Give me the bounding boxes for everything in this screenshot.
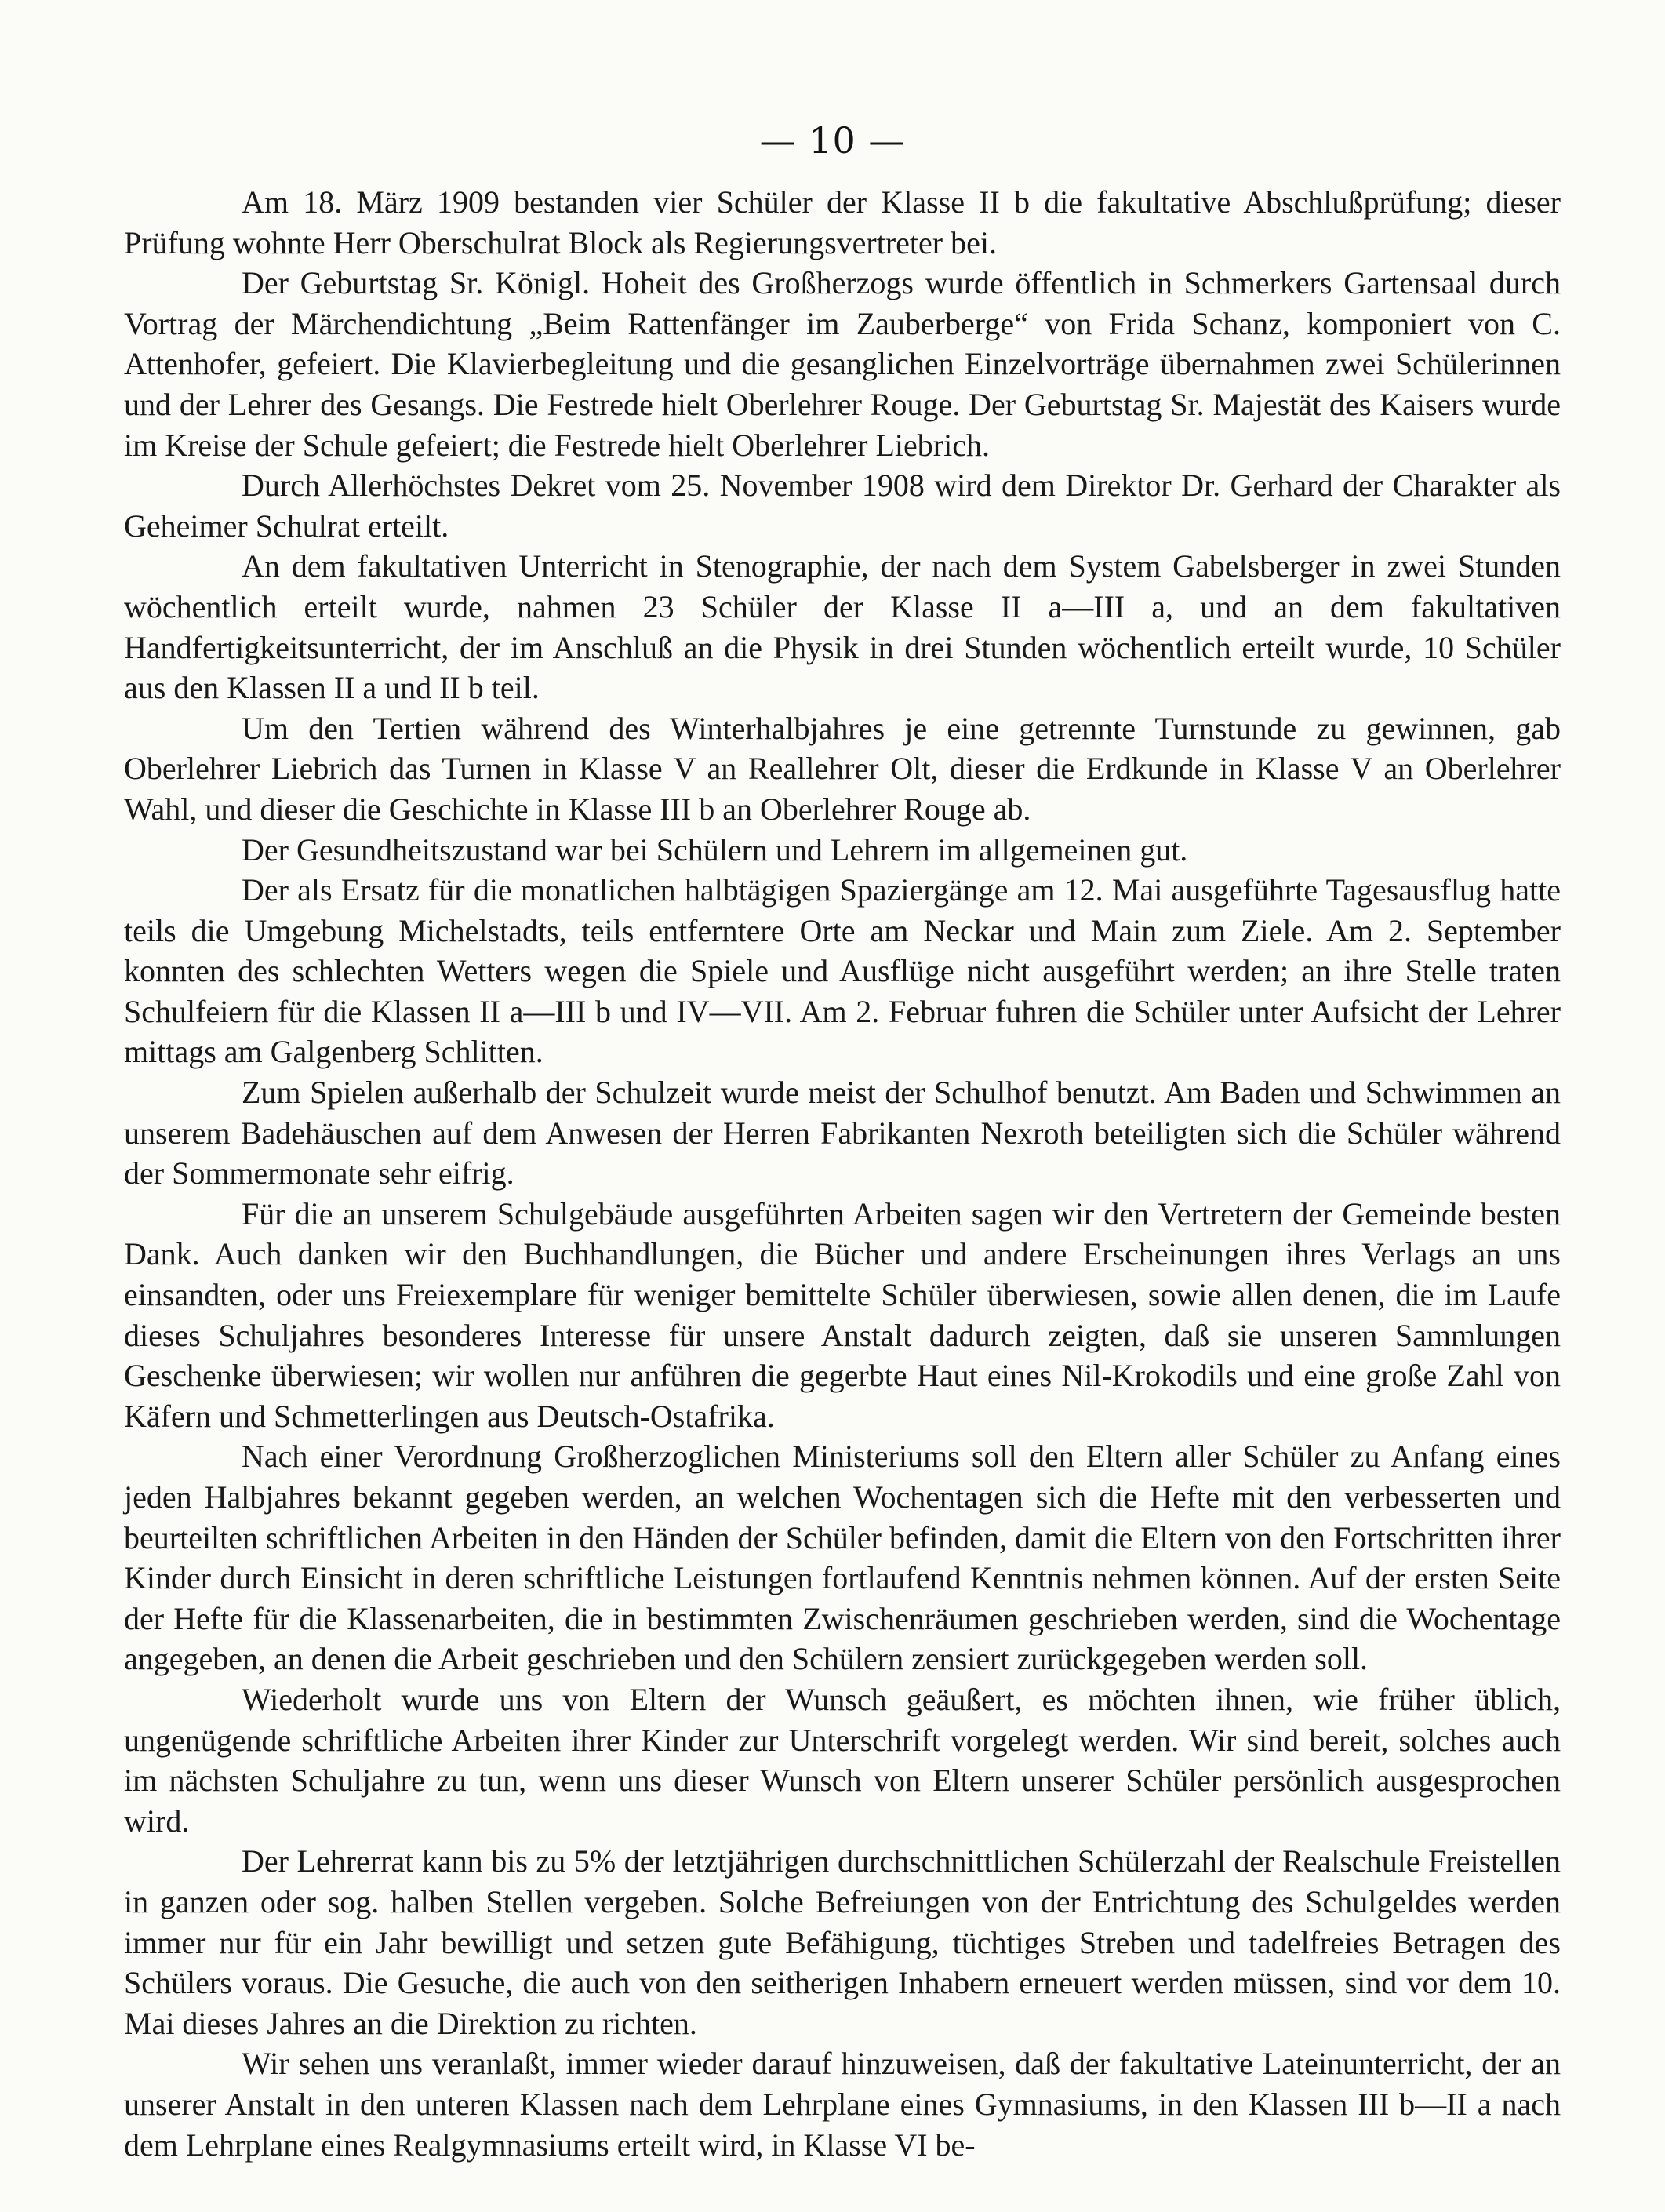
paragraph-spielen-baden: Zum Spielen außerhalb der Schulzeit wurde meist der Schulhof benutzt. Am Baden und Schwimmen an unserem Badehäuschen auf dem Anwesen der Herren Fabrikanten Nexroth beteiligten sich die Schüler während der Sommermonate sehr eifrig. <box>124 1075 1561 1191</box>
paragraph-dank: Für die an unserem Schulgebäude ausgeführten Arbeiten sagen wir den Vertretern der Gemeinde besten Dank. Auch danken wir den Buchhandlungen, die Bücher und andere Erscheinungen ihres Verlags an uns einsandten, oder uns Freiexemplare für weniger bemittelte Schüler überwiesen, sowie allen denen, die im Laufe dieses Schuljahres besonderes Interesse für unsere Anstalt dadurch zeigten, daß sie unseren Sammlungen Geschenke überwiesen; wir wollen nur anführen die gegerbte Haut eines Nil-Krokodils und eine große Zahl von Käfern und Schmetterlingen aus Deutsch-Ostafrika. <box>124 1195 1561 1434</box>
paragraph-verordnung-hefte: Nach einer Verordnung Großherzoglichen Ministeriums soll den Eltern aller Schüler zu Anfang eines jeden Halbjahres bekannt gegeben werden, an welchen Wochentagen sich die Hefte mit den verbesserten und beurteilten schriftlichen Arbeiten in den Händen der Schüler befinden, damit die Eltern von den Fortschritten ihrer Kinder durch Einsicht in deren schriftliche Leistungen fortlaufend Kenntnis nehmen können. Auf der ersten Seite der Hefte für die Klassenarbeiten, die in bestimmten Zwischenräumen geschrieben werden, sind die Wochentage angegeben, an denen die Arbeit geschrieben und den Schülern zensiert zurückgegeben werden soll. <box>124 1439 1561 1677</box>
paragraph-ausfluege: Der als Ersatz für die monatlichen halbtägigen Spaziergänge am 12. Mai ausgeführte Tagesausflug hatte teils die Umgebung Michelstadts, teils entferntere Orte am Neckar und Main zum Ziele. Am 2. September konnten des schlechten Wetters wegen die Spiele und Ausflüge nicht ausgeführt werden; an ihre Stelle traten Schulfeiern für die Klassen II a—III b und IV—VII. Am 2. Februar fuhren die Schüler unter Aufsicht der Lehrer mittags am Galgenberg Schlitten. <box>124 872 1561 1070</box>
paragraph-abschlusspruefung: Am 18. März 1909 bestanden vier Schüler der Klasse II b die fakultative Abschlußprüfung; dieser Prüfung wohnte Herr Oberschulrat Block als Regierungsvertreter bei. <box>124 184 1561 260</box>
paragraph-freistellen: Der Lehrerrat kann bis zu 5% der letztjährigen durchschnittlichen Schülerzahl der Realschule Freistellen in ganzen oder sog. halben Stellen vergeben. Solche Befreiungen von der Entrichtung des Schulgeldes werden immer nur für ein Jahr bewilligt und setzen gute Befähigung, tüchtiges Streben und tadelfreies Betragen des Schülers voraus. Die Gesuche, die auch von den seitherigen Inhabern erneuert werden müssen, sind vor dem 10. Mai dieses Jahres an die Direktion zu richten. <box>124 1843 1561 2041</box>
paragraph-geburtstagsfeiern: Der Geburtstag Sr. Königl. Hoheit des Großherzogs wurde öffentlich in Schmerkers Gartensaal durch Vortrag der Märchendichtung „Beim Rattenfänger im Zauberberge“ von Frida Schanz, komponiert von C. Attenhofer, gefeiert. Die Klavierbegleitung und die gesanglichen Einzelvorträge übernahmen zwei Schülerinnen und der Lehrer des Gesangs. Die Festrede hielt Oberlehrer Rouge. Der Geburtstag Sr. Majestät des Kaisers wurde im Kreise der Schule gefeiert; die Festrede hielt Oberlehrer Liebrich. <box>124 265 1561 463</box>
paragraph-gesundheitszustand: Der Gesundheitszustand war bei Schülern und Lehrern im allgemeinen gut. <box>242 831 1188 868</box>
page-number: — 10 — <box>759 119 906 162</box>
body-text <box>124 182 1561 2165</box>
paragraph-unterschrift: Wiederholt wurde uns von Eltern der Wunsch geäußert, es möchten ihnen, wie früher üblich, ungenügende schriftliche Arbeiten ihrer Kinder zur Unterschrift vorgelegt werden. Wir sind bereit, solches auch im nächsten Schuljahre zu tun, wenn uns dieser Wunsch von Eltern unserer Schüler persönlich ausgesprochen wird. <box>124 1681 1561 1839</box>
paragraph-lateinunterricht: Wir sehen uns veranlaßt, immer wieder darauf hinzuweisen, daß der fakultative Lateinunterricht, der an unserer Anstalt in den unteren Klassen nach dem Lehrplane eines Gymnasiums, in den Klassen III b—II a nach dem Lehrplane eines Realgymnasiums erteilt wird, in Klasse VI be- <box>124 2046 1561 2163</box>
paragraph-turnstunde: Um den Tertien während des Winterhalbjahres je eine getrennte Turnstunde zu gewinnen, gab Oberlehrer Liebrich das Turnen in Klasse V an Reallehrer Olt, dieser die Erdkunde in Klasse V an Oberlehrer Wahl, und dieser die Geschichte in Klasse III b an Oberlehrer Rouge ab. <box>124 710 1561 827</box>
paragraph-dekret: Durch Allerhöchstes Dekret vom 25. November 1908 wird dem Direktor Dr. Gerhard der Charakter als Geheimer Schulrat erteilt. <box>124 468 1561 544</box>
paragraph-fakultativer-unterricht: An dem fakultativen Unterricht in Stenographie, der nach dem System Gabelsberger in zwei Stunden wöchentlich erteilt wurde, nahmen 23 Schüler der Klasse II a—III a, und an dem fakultativen Handfertigkeitsunterricht, der im Anschluß an die Physik in drei Stunden wöchentlich erteilt wurde, 10 Schüler aus den Klassen II a und II b teil. <box>124 548 1561 706</box>
